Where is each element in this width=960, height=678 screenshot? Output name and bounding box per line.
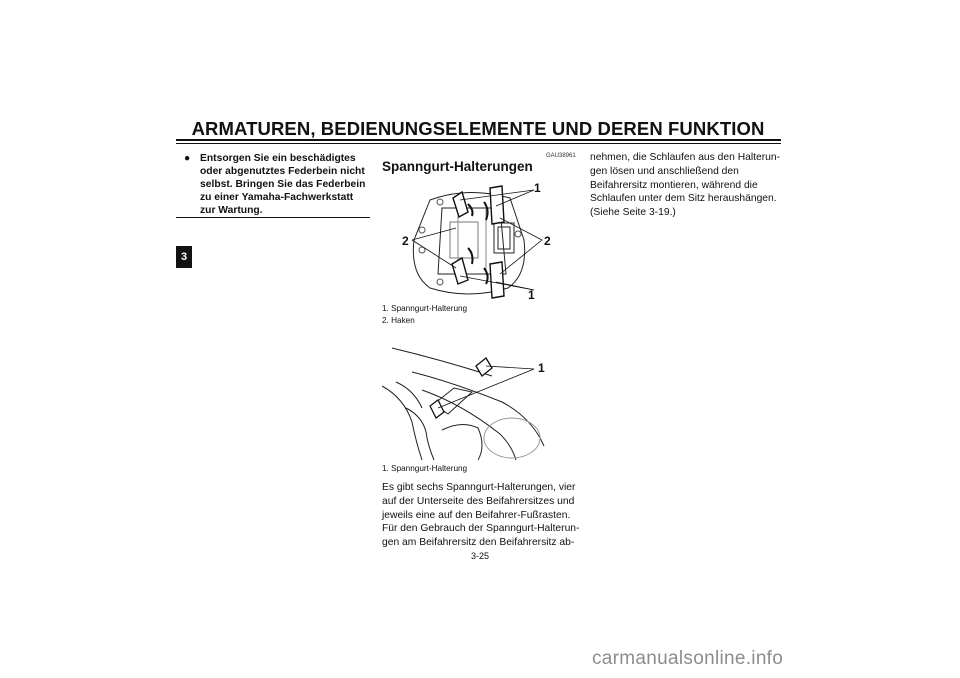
figure1-label-2-left: 2 [402,234,409,248]
warning-note [176,152,370,217]
seat-underside-illustration [382,178,556,300]
header-rule-thick [176,139,781,141]
body-text-column2: Es gibt sechs Spanngurt-Halterungen, vier auf der Unterseite des Beifahrersitzes und jeweils eine auf den Beifahrer-Fußrasten. Für den Gebrauch der Spanngurt-Halterun- gen am Beifahrersitz den Beifahrersitz ab- [382,482,580,549]
figure2-caption-1: 1. Spanngurt-Halterung [382,464,468,473]
body-text-column3: nehmen, die Schlaufen aus den Halterun- gen lösen und anschließend den Beifahrersitz montieren, während die Schlaufen unter dem Sitz heraushängen. (Siehe Seite 3-19.) [590,152,781,219]
chapter-tab: 3 [176,246,192,268]
figure1-label-2-right: 2 [544,234,551,248]
warning-divider [176,217,370,218]
figure-seat-underside [382,178,556,300]
footrest-illustration [382,342,556,462]
section-title: Spanngurt-Halterungen [382,159,533,174]
figure1-caption-1: 1. Spanngurt-Halterung [382,304,468,313]
section-code: GAU38961 [546,153,576,159]
figure2-label-1: 1 [538,361,545,375]
figure1-caption-2: 2. Haken [382,316,415,325]
figure1-label-1-top: 1 [534,181,541,195]
header-rule-thin [176,143,781,144]
page-number: 3-25 [470,551,489,561]
figure-footrest [382,342,556,462]
page-header-title: ARMATUREN, BEDIENUNGSELEMENTE UND DEREN FUNKTION [191,118,765,139]
watermark: carmanualsonline.info [592,648,784,669]
warning-text: Entsorgen Sie ein beschädigtes oder abgenutztes Federbein nicht selbst. Bringen Sie das Federbein zu einer Yamaha-Fachwerkstatt zur Wartung. [200,153,366,216]
figure1-label-1-bottom: 1 [528,288,535,300]
bullet-icon: ● [184,153,191,164]
